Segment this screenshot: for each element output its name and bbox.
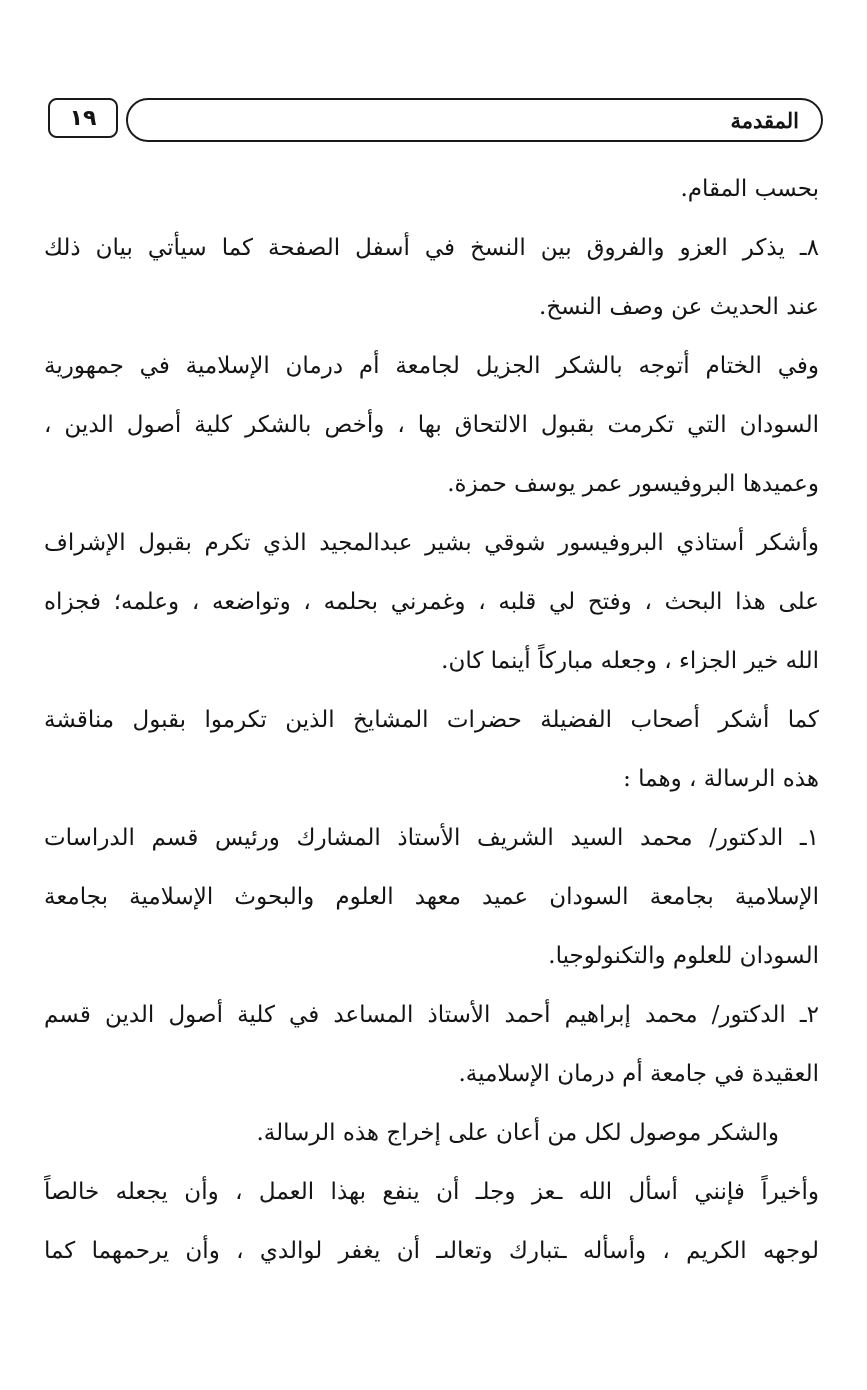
text-line: ١ـ الدكتور/ محمد السيد الشريف الأستاذ المشارك ورئيس قسم الدراسات [44, 825, 819, 851]
text-line: وفي الختام أتوجه بالشكر الجزيل لجامعة أم درمان الإسلامية في جمهورية [44, 353, 819, 379]
text-line: السودان التي تكرمت بقبول الالتحاق بها ، وأخص بالشكر كلية أصول الدين ، [44, 412, 819, 438]
text-line: بحسب المقام. [680, 176, 819, 202]
text-line: عند الحديث عن وصف النسخ. [539, 294, 819, 320]
text-line: والشكر موصول لكل من أعان على إخراج هذه الرسالة. [256, 1120, 779, 1146]
page-header [48, 98, 823, 144]
section-title: المقدمة [730, 107, 799, 133]
text-line: العقيدة في جامعة أم درمان الإسلامية. [458, 1061, 819, 1087]
text-line: وأشكر أستاذي البروفيسور شوقي بشير عبدالمجيد الذي تكرم بقبول الإشراف [44, 530, 819, 556]
text-line: لوجهه الكريم ، وأسأله ـتبارك وتعالىـ أن يغفر لوالدي ، وأن يرحمهما كما [44, 1238, 819, 1264]
text-line: هذه الرسالة ، وهما : [623, 766, 819, 792]
text-line: الله خير الجزاء ، وجعله مباركاً أينما كان. [441, 648, 819, 674]
section-title-frame [126, 98, 823, 142]
text-line: كما أشكر أصحاب الفضيلة حضرات المشايخ الذين تكرموا بقبول مناقشة [44, 707, 819, 733]
text-line: وعميدها البروفيسور عمر يوسف حمزة. [447, 471, 819, 497]
text-line: وأخيراً فإنني أسأل الله ـعز وجلـ أن ينفع بهذا العمل ، وأن يجعله خالصاً [44, 1179, 819, 1205]
text-line: الإسلامية بجامعة السودان عميد معهد العلوم والبحوث الإسلامية بجامعة [44, 884, 819, 910]
text-line: على هذا البحث ، وفتح لي قلبه ، وغمرني بحلمه ، وتواضعه ، وعلمه؛ فجزاه [44, 589, 819, 615]
body-text [44, 160, 819, 1281]
page-number: ١٩ [48, 98, 118, 138]
text-line: السودان للعلوم والتكنولوجيا. [548, 943, 819, 969]
text-line: ٨ـ يذكر العزو والفروق بين النسخ في أسفل الصفحة كما سيأتي بيان ذلك [44, 235, 819, 261]
text-line: ٢ـ الدكتور/ محمد إبراهيم أحمد الأستاذ المساعد في كلية أصول الدين قسم [44, 1002, 819, 1028]
